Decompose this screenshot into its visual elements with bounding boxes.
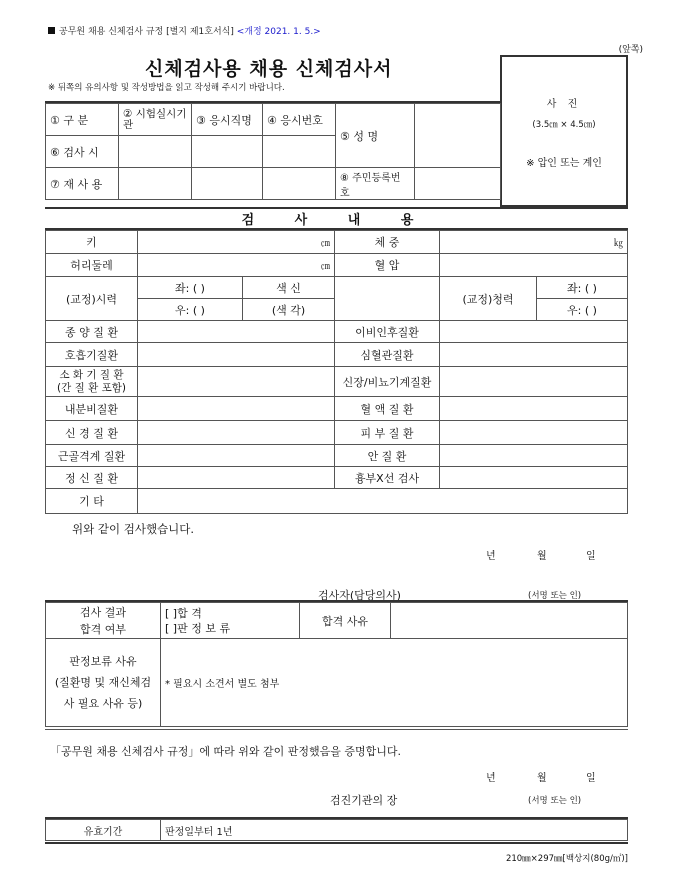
label-exam-number: ④ 응시번호 xyxy=(263,104,336,136)
label-retest: ⑦ 재 사 용 xyxy=(46,168,119,200)
label-tumor: 종 양 질 환 xyxy=(46,321,138,343)
label-gubun: ① 구 분 xyxy=(46,104,119,136)
hearing-left-field[interactable]: 좌: ( ) xyxy=(537,277,628,299)
eye-field[interactable] xyxy=(440,445,628,467)
statement-examined: 위와 같이 검사했습니다. xyxy=(72,522,195,536)
photo-label: 사 진 xyxy=(546,99,582,110)
result-table xyxy=(45,602,628,727)
musculoskeletal-field[interactable] xyxy=(138,445,335,467)
inspector-label: 검사자(담당의사) xyxy=(318,589,401,602)
date-year-1: 년 xyxy=(486,551,496,562)
label-hearing: (교정)청력 xyxy=(440,277,537,321)
vision-left-field[interactable]: 좌: ( ) xyxy=(138,277,243,299)
exam-number-field[interactable] xyxy=(263,136,336,168)
validity-value: 판정일부터 1년 xyxy=(161,820,628,841)
weight-field[interactable]: ㎏ xyxy=(440,231,628,254)
result-options[interactable] xyxy=(161,603,300,639)
label-kidney: 신장/비뇨기계질환 xyxy=(335,367,440,397)
label-position: ③ 응시직명 xyxy=(192,104,263,136)
resident-no-field[interactable] xyxy=(415,168,501,200)
position-field[interactable] xyxy=(192,136,263,168)
color-vision-field[interactable] xyxy=(335,277,440,321)
regulation-ref: 공무원 채용 신체검사 규정 [별지 제1호서식] xyxy=(59,27,234,37)
blood-field[interactable] xyxy=(440,397,628,421)
label-resident-no: ⑧ 주민등록번호 xyxy=(336,168,415,200)
result-label1: 검사 결과 xyxy=(79,605,126,619)
cardiovascular-field[interactable] xyxy=(440,343,628,367)
hearing-right-field[interactable]: 우: ( ) xyxy=(537,299,628,321)
label-name: ⑤ 성 명 xyxy=(336,104,415,168)
label-cardiovascular: 심혈관질환 xyxy=(335,343,440,367)
photo-box[interactable] xyxy=(500,55,628,207)
tumor-field[interactable] xyxy=(138,321,335,343)
neuro-field[interactable] xyxy=(138,421,335,445)
skin-field[interactable] xyxy=(440,421,628,445)
front-side-label: (앞쪽) xyxy=(618,45,643,55)
label-inspect-city: ⑥ 검사 시 xyxy=(46,136,119,168)
retest-field[interactable] xyxy=(119,168,192,200)
label-other: 기 타 xyxy=(46,489,138,514)
photo-size: (3.5㎝ × 4.5㎝) xyxy=(532,120,596,130)
digestive-line2: (간 질 환 포함) xyxy=(57,381,126,394)
label-blood: 혈 액 질 환 xyxy=(335,397,440,421)
label-skin: 피 부 질 환 xyxy=(335,421,440,445)
date-year-2: 년 xyxy=(486,773,496,784)
hold-label1: 판정보류 사유 xyxy=(69,655,137,668)
section-title: 검 사 내 용 xyxy=(241,213,432,228)
agency-head-sign[interactable]: (서명 또는 인) xyxy=(528,796,582,806)
form-header xyxy=(48,24,321,37)
pass-reason-field[interactable] xyxy=(391,603,628,639)
label-ent: 이비인후질환 xyxy=(335,321,440,343)
digestive-line1: 소 화 기 질 환 xyxy=(59,368,124,381)
label-color-vision: 색 신 xyxy=(243,277,335,299)
validity-table xyxy=(45,819,628,841)
label-digestive xyxy=(46,367,138,397)
chest-xray-field[interactable] xyxy=(440,467,628,489)
label-neuro: 신 경 질 환 xyxy=(46,421,138,445)
label-respiratory: 호흡기질환 xyxy=(46,343,138,367)
hold-reason-field[interactable]: * 필요시 소견서 별도 첨부 xyxy=(161,639,628,727)
label-exam-agency: ② 시험실시기관 xyxy=(119,104,192,136)
other-field[interactable] xyxy=(138,489,628,514)
square-bullet-icon xyxy=(48,27,55,34)
endocrine-field[interactable] xyxy=(138,397,335,421)
label-mental: 정 신 질 환 xyxy=(46,467,138,489)
date-month-2: 월 xyxy=(537,773,547,784)
label-chest-xray: 흉부X선 검사 xyxy=(335,467,440,489)
hold-label3: 사 필요 사유 등) xyxy=(63,697,143,710)
option-pass[interactable]: [ ]합 격 xyxy=(165,606,202,620)
instruction-note: ※ 뒤쪽의 유의사항 및 작성방법을 읽고 작성해 주시기 바랍니다. xyxy=(48,83,285,93)
ent-field[interactable] xyxy=(440,321,628,343)
label-result xyxy=(46,603,161,639)
hold-label2: (질환명 및 재신체검 xyxy=(54,676,152,689)
label-color-sense: (색 각) xyxy=(243,299,335,321)
label-validity: 유효기간 xyxy=(46,820,161,841)
mental-field[interactable] xyxy=(138,467,335,489)
exam-table xyxy=(45,230,628,514)
option-hold[interactable]: [ ]판 정 보 류 xyxy=(165,621,231,635)
label-vision: (교정)시력 xyxy=(46,277,138,321)
waist-field[interactable]: ㎝ xyxy=(138,254,335,277)
inspector-sign[interactable]: (서명 또는 인) xyxy=(528,591,582,601)
date-day-2: 일 xyxy=(586,773,596,784)
label-pass-reason: 합격 사유 xyxy=(300,603,391,639)
date-day-1: 일 xyxy=(586,551,596,562)
form-title: 신체검사용 채용 신체검사서 xyxy=(145,58,393,80)
label-endocrine: 내분비질환 xyxy=(46,397,138,421)
label-eye: 안 질 환 xyxy=(335,445,440,467)
label-hold-reason xyxy=(46,639,161,727)
label-blood-pressure: 혈 압 xyxy=(335,254,440,277)
photo-seal-note: ※ 압인 또는 계인 xyxy=(526,158,602,169)
paper-spec: 210㎜×297㎜[백상지(80g/㎡)] xyxy=(505,854,628,864)
revision-note: <개정 2021. 1. 5.> xyxy=(236,27,321,37)
statement-certify: 「공무원 채용 신체검사 규정」에 따라 위와 같이 판정했음을 증명합니다. xyxy=(50,745,401,758)
label-weight: 체 중 xyxy=(335,231,440,254)
result-label2: 합격 여부 xyxy=(79,622,126,636)
date-month-1: 월 xyxy=(537,551,547,562)
label-musculoskeletal: 근골격계 질환 xyxy=(46,445,138,467)
label-waist: 허리둘레 xyxy=(46,254,138,277)
kidney-field[interactable] xyxy=(440,367,628,397)
exam-agency-field[interactable] xyxy=(119,136,192,168)
respiratory-field[interactable] xyxy=(138,343,335,367)
agency-head-label: 검진기관의 장 xyxy=(330,794,398,807)
label-height: 키 xyxy=(46,231,138,254)
blood-pressure-field[interactable] xyxy=(440,254,628,277)
name-field[interactable] xyxy=(415,104,501,168)
height-field[interactable]: ㎝ xyxy=(138,231,335,254)
digestive-field[interactable] xyxy=(138,367,335,397)
applicant-table xyxy=(45,103,501,200)
vision-right-field[interactable]: 우: ( ) xyxy=(138,299,243,321)
